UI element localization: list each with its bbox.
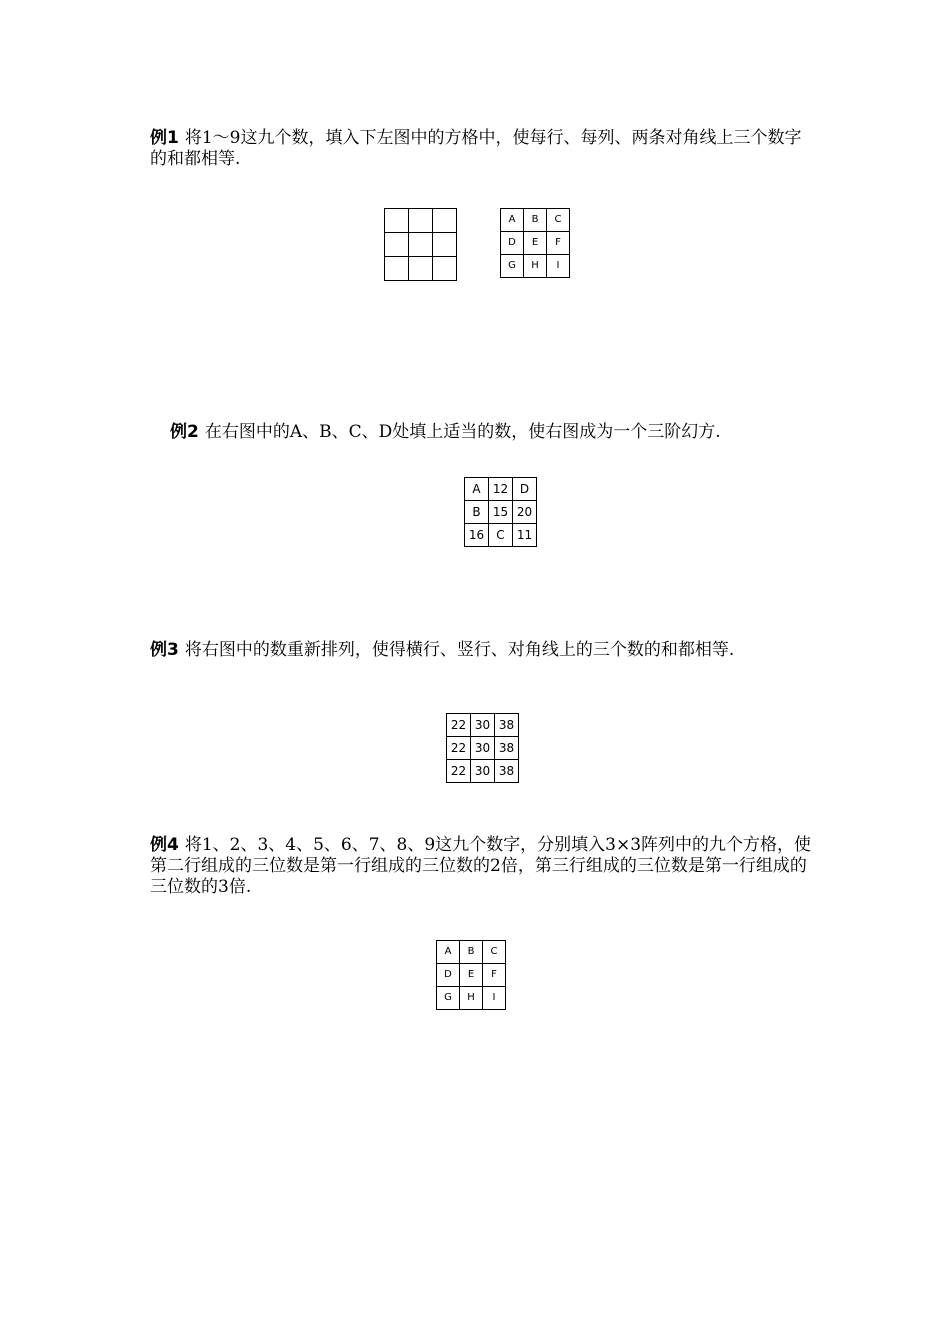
grid-row [385, 233, 457, 257]
grid-cell: A [465, 478, 489, 501]
grid-cell: G [437, 987, 460, 1010]
example-3-text [150, 640, 800, 661]
grid-row [447, 760, 519, 783]
grid-cell: A [501, 209, 524, 232]
grid-cell: E [460, 964, 483, 987]
grid-cell: A [437, 941, 460, 964]
grid-cell: 38 [495, 714, 519, 737]
grid-row [437, 987, 506, 1010]
blank-grid [384, 208, 457, 281]
rearrange-grid [446, 713, 519, 783]
grid-cell [409, 209, 433, 233]
example-1-body: 将1～9这九个数，填入下左图中的方格中，使每行、每列、两条对角线上三个数字的和都相等. [150, 128, 802, 169]
grid-cell [433, 233, 457, 257]
example-2-body: 在右图中的A、B、C、D处填上适当的数，使右图成为一个三阶幻方. [204, 422, 721, 442]
grid-cell: F [547, 232, 570, 255]
grid-cell: H [524, 255, 547, 278]
grid-cell: 38 [495, 737, 519, 760]
grid-cell: D [513, 478, 537, 501]
grid-cell [433, 209, 457, 233]
example-2-label: 例2 [170, 422, 199, 442]
example-1-text [150, 128, 810, 170]
grid-cell [409, 233, 433, 257]
grid-cell: 38 [495, 760, 519, 783]
grid-row [447, 737, 519, 760]
grid-row [501, 255, 570, 278]
grid-cell: 30 [471, 714, 495, 737]
grid-cell: G [501, 255, 524, 278]
grid-cell: 12 [489, 478, 513, 501]
grid-row [385, 209, 457, 233]
magic-square-grid [464, 477, 537, 547]
grid-cell [409, 257, 433, 281]
grid-cell: C [483, 941, 506, 964]
grid-cell: 22 [447, 737, 471, 760]
grid-cell [433, 257, 457, 281]
grid-cell: 30 [471, 737, 495, 760]
grid-cell: C [489, 524, 513, 547]
grid-cell: F [483, 964, 506, 987]
grid-row [465, 501, 537, 524]
example-4-text [150, 835, 815, 898]
grid-row [437, 964, 506, 987]
grid-row [465, 478, 537, 501]
grid-row [385, 257, 457, 281]
grid-row [501, 209, 570, 232]
grid-cell: 16 [465, 524, 489, 547]
digit-grid [436, 940, 506, 1010]
grid-cell [385, 257, 409, 281]
grid-cell: 22 [447, 714, 471, 737]
grid-cell: I [483, 987, 506, 1010]
grid-cell: 11 [513, 524, 537, 547]
grid-row [437, 941, 506, 964]
grid-cell: I [547, 255, 570, 278]
grid-row [501, 232, 570, 255]
grid-row [465, 524, 537, 547]
example-3-body: 将右图中的数重新排列，使得横行、竖行、对角线上的三个数的和都相等. [184, 640, 735, 660]
grid-row [447, 714, 519, 737]
example-1-label: 例1 [150, 128, 179, 148]
letter-grid [500, 208, 570, 278]
example-4-label: 例4 [150, 835, 179, 855]
grid-cell: B [524, 209, 547, 232]
grid-cell: 30 [471, 760, 495, 783]
grid-cell [385, 209, 409, 233]
grid-cell: 22 [447, 760, 471, 783]
grid-cell: H [460, 987, 483, 1010]
grid-cell: 20 [513, 501, 537, 524]
example-4-body: 将1、2、3、4、5、6、7、8、9这九个数字，分别填入3×3阵列中的九个方格，使第二行组成的三位数是第一行组成的三位数的2倍，第三行组成的三位数是第一行组成的三位数的3倍. [150, 835, 812, 897]
example-2-text [170, 422, 810, 443]
grid-cell: B [460, 941, 483, 964]
example-3-label: 例3 [150, 640, 179, 660]
grid-cell: D [437, 964, 460, 987]
grid-cell: B [465, 501, 489, 524]
grid-cell [385, 233, 409, 257]
grid-cell: 15 [489, 501, 513, 524]
grid-cell: D [501, 232, 524, 255]
grid-cell: C [547, 209, 570, 232]
grid-cell: E [524, 232, 547, 255]
